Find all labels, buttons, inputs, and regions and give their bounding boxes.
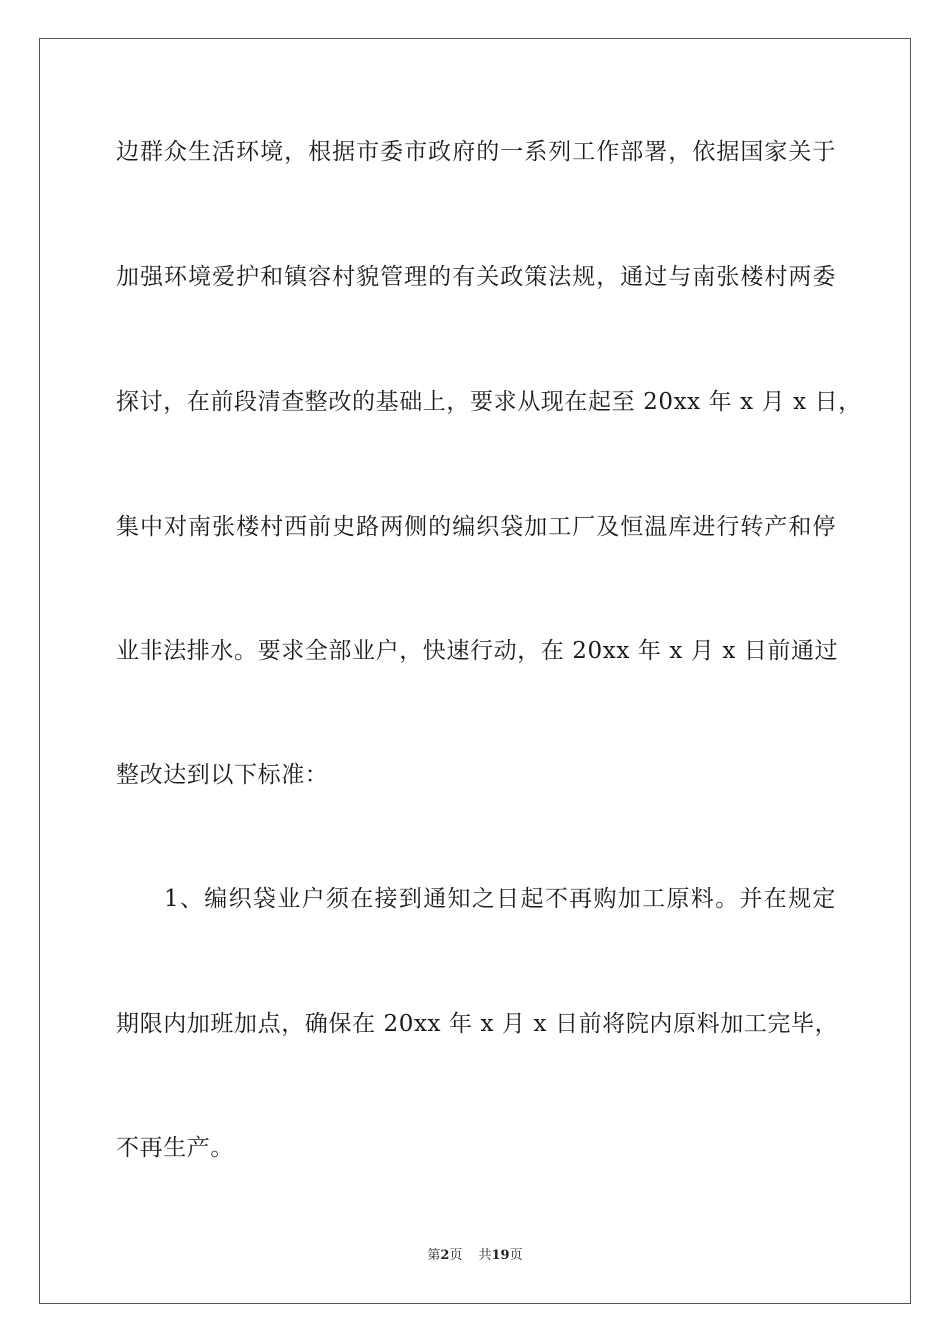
body-line-8: 期限内加班加点，确保在 20xx 年 x 月 x 日前将院内原料加工完毕， (116, 1011, 839, 1037)
total-prefix: 共 (478, 1248, 492, 1263)
body-line-9: 不再生产。 (116, 1135, 234, 1161)
body-line-7-list-item: 1、编织袋业户须在接到通知之日起不再购加工原料。并在规定 (164, 886, 836, 912)
body-line-3: 探讨，在前段清查整改的基础上，要求从现在起至 20xx 年 x 月 x 日， (116, 389, 862, 415)
body-line-1: 边群众生活环境，根据市委市政府的一系列工作部署，依据国家关于 (116, 139, 836, 165)
page-suffix: 页 (449, 1248, 463, 1263)
page-total: 19 (491, 1248, 510, 1263)
body-line-5: 业非法排水。要求全部业户，快速行动，在 20xx 年 x 月 x 日前通过 (116, 638, 839, 664)
body-line-4: 集中对南张楼村西前史路两侧的编织袋加工厂及恒温库进行转产和停 (116, 514, 836, 540)
body-line-6: 整改达到以下标准： (116, 762, 329, 788)
total-suffix: 页 (509, 1248, 523, 1263)
page-border (39, 38, 911, 1304)
page-footer (0, 1247, 950, 1265)
page-prefix: 第 (427, 1248, 441, 1263)
page-current: 2 (440, 1248, 450, 1263)
body-line-2: 加强环境爱护和镇容村貌管理的有关政策法规，通过与南张楼村两委 (116, 264, 836, 290)
